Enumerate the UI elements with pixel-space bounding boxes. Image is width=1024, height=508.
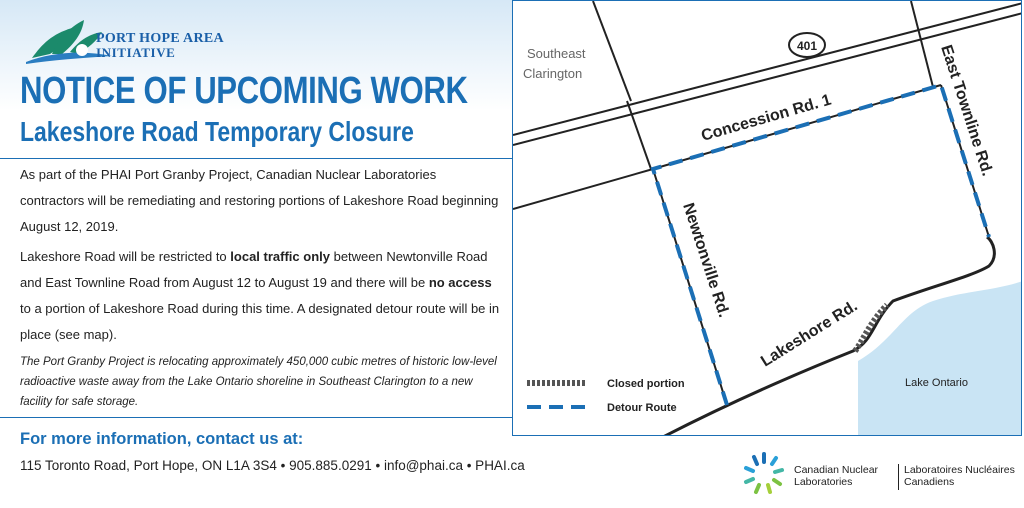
- highway-401-shield: [789, 33, 825, 57]
- cnl-en-line1: Canadian Nuclear: [794, 464, 879, 476]
- contact-heading: For more information, contact us at:: [20, 430, 304, 448]
- cnl-logo: [740, 450, 1020, 500]
- road-west: [513, 169, 653, 209]
- newtonville-label: Newtonville Rd.: [679, 200, 733, 320]
- legend-detour-label: Detour Route: [607, 402, 677, 414]
- divider: [0, 417, 512, 418]
- lake-ontario-area: [858, 281, 1022, 436]
- cnl-divider: [898, 464, 899, 490]
- local-traffic-emphasis: local traffic only: [230, 249, 330, 264]
- road-east-north: [911, 1, 933, 87]
- restriction-text-e: to a portion of Lakeshore Road during this time. A designated detour route will be in place (see map).: [20, 301, 500, 342]
- paragraph-project-note: The Port Granby Project is relocating approximately 450,000 cubic metres of historic low-level radioactive waste away from the Lake Ontario shoreline in Southeast Clarington to a new facility for safe storage.: [20, 356, 497, 408]
- cnl-burst-icon: [740, 450, 788, 498]
- east-townline-label: East Townline Rd.: [937, 42, 996, 179]
- logo-line1: PORT HOPE AREA: [96, 31, 224, 46]
- road-west-north: [593, 1, 631, 101]
- page-title: NOTICE OF UPCOMING WORK: [20, 70, 468, 112]
- region-label-2: Clarington: [523, 66, 583, 81]
- cnl-fr-line2: Canadiens: [904, 476, 955, 488]
- lakeshore-label: Lakeshore Rd.: [758, 297, 861, 371]
- paragraph-intro: As part of the PHAI Port Granby Project, Canadian Nuclear Laboratories contractors will be remediating and restoring portions of Lakeshore Road beginning August 12, 2019.: [20, 167, 499, 234]
- cnl-fr-line1: Laboratoires Nucléaires: [904, 464, 1015, 476]
- restriction-text-a: Lakeshore Road will be restricted to: [20, 249, 231, 264]
- cnl-en-line2: Laboratories: [794, 476, 853, 488]
- concession-label: Concession Rd. 1: [699, 91, 834, 145]
- cnl-english: [794, 464, 878, 488]
- paragraph-restriction: [20, 244, 500, 348]
- detour-map: [512, 0, 1022, 436]
- no-access-emphasis: no access: [428, 275, 492, 290]
- highway-401-label: 401: [796, 39, 818, 53]
- page-subtitle: Lakeshore Road Temporary Closure: [20, 116, 414, 147]
- phai-logo-text: [96, 32, 224, 60]
- divider: [0, 158, 512, 159]
- lake-label: Lake Ontario: [905, 377, 968, 389]
- legend-closed-label: Closed portion: [607, 378, 685, 390]
- restriction-text-c: between Newtonville Road and East Townline Road from August 12 to August 19 and there will be: [20, 249, 488, 290]
- map-canvas: [513, 1, 1022, 436]
- header: [0, 0, 512, 158]
- logo-line2: INITIATIVE: [96, 45, 176, 60]
- cnl-french: [904, 464, 1015, 488]
- contact-details: 115 Toronto Road, Port Hope, ON L1A 3S4 • 905.885.0291 • info@phai.ca • PHAI.ca: [20, 458, 525, 473]
- region-label-1: Southeast: [527, 46, 586, 61]
